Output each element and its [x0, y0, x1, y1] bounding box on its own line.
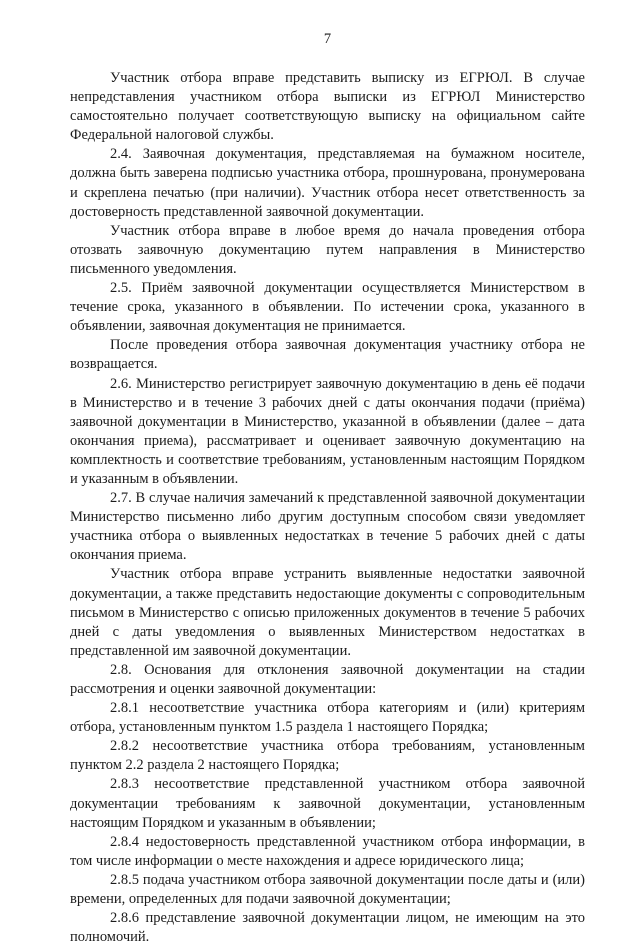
page-number: 7 — [323, 31, 332, 47]
paragraph: 2.8.6 представление заявочной документации лицом, не имеющим на это полномочий. — [70, 910, 585, 946]
paragraph: 2.8.2 несоответствие участника отбора требованиям, установленным пунктом 2.2 раздела 2 настоящего Порядка; — [70, 738, 585, 774]
paragraph: Участник отбора вправе в любое время до начала проведения отбора отозвать заявочную документацию путем направления в Министерство письменного уведомления. — [70, 222, 585, 277]
paragraph: Участник отбора вправе устранить выявленные недостатки заявочной документации, а также представить недостающие документы с сопроводительным письмом в Министерство с описью приложенных документов в течение 5 рабочих дней с даты уведомления о выявленных Министерством недостатках в представленной им заявочной документации. — [70, 566, 585, 659]
paragraph: 2.6. Министерство регистрирует заявочную документацию в день её подачи в Министерство и в течение 3 рабочих дней с даты окончания подачи (приёма) заявочной документации в Министерство, указанной в объявлении (далее – дата окончания приема), рассматривает и оценивает заявочную документацию на комплектность и соответствие требованиям, установленным настоящим Порядком и указанным в объявлении. — [70, 375, 585, 487]
document-page — [70, 30, 585, 946]
paragraph: 2.8.5 подача участником отбора заявочной документации после даты и (или) времени, определенных для подачи заявочной документации; — [70, 871, 585, 908]
paragraph: 2.4. Заявочная документация, представляемая на бумажном носителе, должна быть заверена подписью участника отбора, прошнурована, пронумерована и скреплена печатью (при наличии). Участник отбора несет ответственность за достоверность представленной заявочной документации. — [70, 146, 585, 220]
paragraph: 2.8.3 несоответствие представленной участником отбора заявочной документации требованиям к заявочной документации, установленным настоящим Порядком и указанным в объявлении; — [70, 776, 585, 831]
paragraph: 2.8.4 недостоверность представленной участником отбора информации, в том числе информации о месте нахождения и адресе юридического лица; — [70, 833, 585, 869]
paragraph: 2.8.1 несоответствие участника отбора категориям и (или) критериям отбора, установленным пунктом 1.5 раздела 1 настоящего Порядка; — [70, 700, 585, 736]
paragraph: 2.5. Приём заявочной документации осуществляется Министерством в течение срока, указанного в объявлении. По истечении срока, указанного в объявлении, заявочная документация не принимается. — [70, 280, 585, 335]
paragraph: 2.8. Основания для отклонения заявочной документации на стадии рассмотрения и оценки заявочной документации: — [70, 661, 585, 697]
paragraph: После проведения отбора заявочная документация участнику отбора не возвращается. — [70, 337, 585, 373]
paragraph: 2.7. В случае наличия замечаний к представленной заявочной документации Министерство письменно либо другим доступным способом связи уведомляет участника отбора о выявленных недостатках в течение 5 рабочих дней с даты окончания приема. — [70, 490, 585, 564]
paragraph: Участник отбора вправе представить выписку из ЕГРЮЛ. В случае непредставления участником отбора выписки из ЕГРЮЛ Министерство самостоятельно получает соответствующую выписку на официальном сайте Федеральной налоговой службы. — [70, 70, 585, 144]
